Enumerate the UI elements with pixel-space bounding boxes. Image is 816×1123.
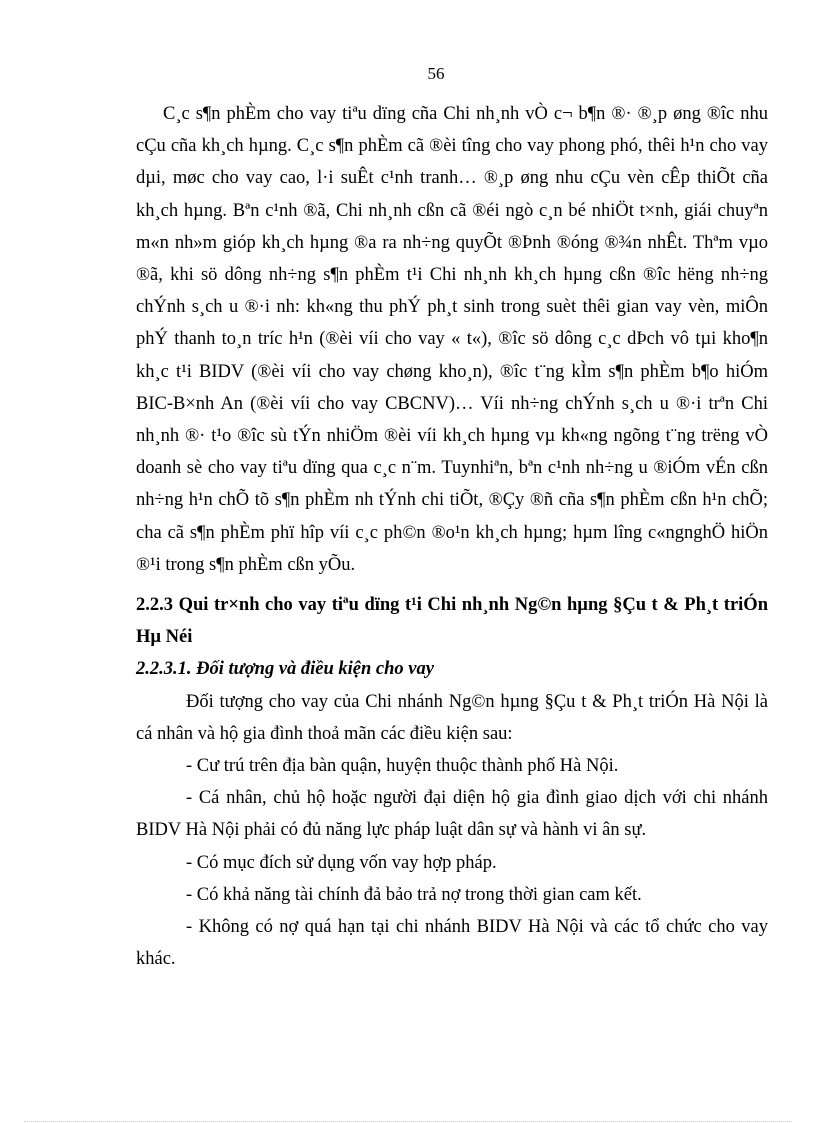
document-body [136,98,768,975]
condition-item: - Cá nhân, chủ hộ hoặc người đại diện hộ gia đình giao dịch với chi nhánh BIDV Hà Nội phải có đủ năng lực pháp luật dân sự và hành vi ân sự. [136,788,768,841]
condition-item: - Có khả năng tài chính đả bảo trả nợ trong thời gian cam kết. [186,884,642,905]
intro-paragraph: C¸c s¶n phÈm cho vay tiªu dïng cña Chi nh¸nh vÒ c¬ b¶n ®· ®¸p øng ®îc nhu cÇu cña kh¸ch hµng. C¸c s¶n phÈm cã ®èi tîng cho vay phong phó, thêi h¹n cho vay dµi, møc cho vay cao, l·i suÊt c¹nh tranh… ®¸p øng nhu cÇu vèn cÊp thiÕt cña kh¸ch hµng. Bªn c¹nh ®ã, Chi nh¸nh cßn cã ®éi ngò c¸n bé nhiÖt t×nh, giái chuyªn m«n nh»m gióp kh¸ch hµng ®a ra nh÷ng quyÕt ®Þnh ®óng ®¾n nhÊt. Thªm vµo ®ã, khi sö dông nh÷ng s¶n phÈm t¹i Chi nh¸nh kh¸ch hµng cßn ®îc hëng nh÷ng chÝnh s¸ch u ®·i nh: kh«ng thu phÝ ph¸t sinh trong suèt thêi gian vay vèn, miÔn phÝ thanh to¸n tríc h¹n (®èi víi cho vay « t«), ®îc sö dông c¸c dÞch vô tµi kho¶n kh¸c t¹i BIDV (®èi víi cho vay chøng kho¸n), ®îc t¨ng kÌm s¶n phÈm b¶o hiÓm BIC-B×nh An (®èi víi cho vay CBCNV)… Víi nh÷ng chÝnh s¸ch u ®·i trªn Chi nh¸nh ®· t¹o ®îc sù tÝn nhiÖm ®èi víi kh¸ch hµng vµ kh«ng ngõng t¨ng trëng vÒ doanh sè cho vay tiªu dïng qua c¸c n¨m. Tuynhiªn, bªn c¹nh nh÷ng u ®iÓm vÉn cßn nh÷ng h¹n chÕ tõ s¶n phÈm nh tÝnh chi tiÕt, ®Çy ®ñ cña s¶n phÈm cßn h¹n chÕ; cha cã s¶n phÈm phï hîp víi c¸c ph©n ®o¹n kh¸ch hµng; hµm lîng c«ngnghÖ hiÖn ®¹i trong s¶n phÈm cßn yÕu. [136,104,768,575]
page-number: 56 [427,64,445,83]
condition-item: - Có mục đích sử dụng vốn vay hợp pháp. [186,852,497,873]
section-heading: 2.2.3 Qui tr×nh cho vay tiªu dïng t¹i Chi nh¸nh Ng©n hµng §Çu t & Ph¸t triÓn Hµ Néi [136,595,768,648]
subsection-heading: 2.2.3.1. Đối tượng và điều kiện cho vay [136,659,434,680]
page-bottom-rule [24,1121,792,1122]
condition-item: - Cư trú trên địa bàn quận, huyện thuộc thành phố Hà Nội. [186,756,619,777]
condition-item: - Không có nợ quá hạn tại chi nhánh BIDV Hà Nội và các tổ chức cho vay khác. [136,917,768,970]
eligibility-lead: Đối tượng cho vay của Chi nhánh Ng©n hµng §Çu t & Ph¸t triÓn Hà Nội là cá nhân và hộ gia đình thoả mãn các điều kiện sau: [136,691,768,744]
